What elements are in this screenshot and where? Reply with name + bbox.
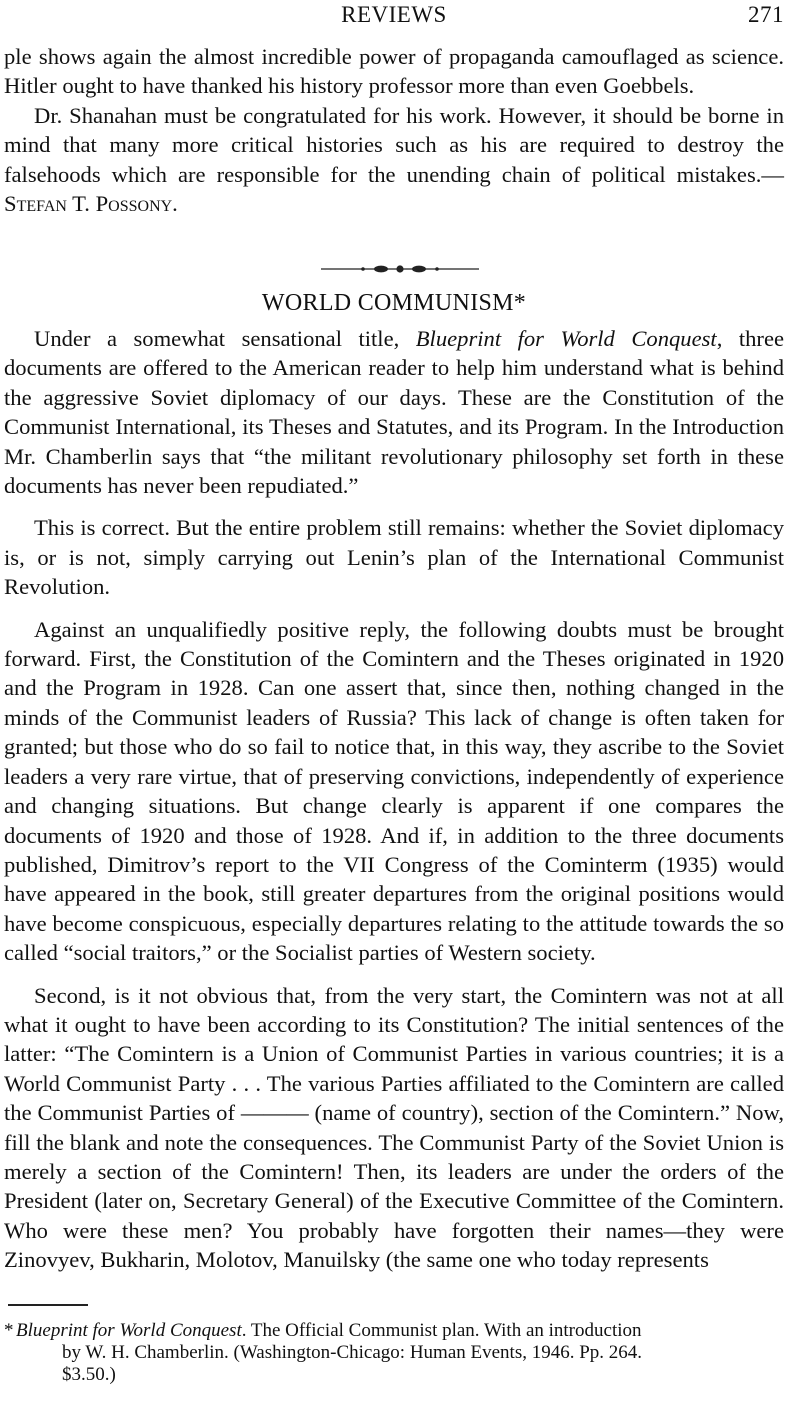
- section-divider-ornament: [321, 264, 479, 274]
- footnote-line: $3.50.): [62, 1364, 116, 1385]
- paragraph: [4, 324, 784, 500]
- reviewer-signature: Stefan T. Possony.: [4, 191, 178, 217]
- section-heading: WORLD COMMUNISM*: [261, 290, 527, 316]
- paragraph: [4, 101, 784, 219]
- paragraph-text: Dr. Shanahan must be congratulated for his work. However, it should be borne in mind that many more critical histories such as his are required to destroy the falsehoods which are responsible for the unending chain of political mistakes.—: [4, 102, 784, 187]
- footnote-mark: *: [4, 1320, 14, 1341]
- page-number: 271: [748, 2, 784, 27]
- paragraph: Against an unqualifiedly positive reply, the following doubts must be brought forward. First, the Constitution of the Comintern and the Theses originated in 1920 and the Program in 1928. Can one assert that, since then, nothing changed in the minds of the Communist leaders of Russia? This lack of change is often taken for granted; but those who do so fail to notice that, in this way, they ascribe to the Soviet leaders a very rare virtue, that of preserving convictions, independently of experience and changing situations. But change clearly is apparent if one compares the documents of 1920 and those of 1928. And if, in addition to the three documents published, Dimitrov’s report to the VII Congress of the Cominterm (1935) would have appeared in the book, still greater departures from the original positions would have become conspicuous, especially departures relating to the attitude towards the so called “social traitors,” or the Socialist parties of Western society.: [4, 616, 784, 966]
- book-title: Blueprint for World Conquest: [415, 326, 717, 351]
- paragraph: This is correct. But the entire problem still remains: whether the Soviet diplomacy is, or is not, simply carrying out Lenin’s plan of the International Communist Revolution.: [4, 515, 784, 600]
- review-body: [4, 324, 784, 1275]
- running-head: [4, 2, 784, 32]
- previous-review-ending: [4, 42, 784, 218]
- footnote-book-title: Blueprint for World Conquest: [16, 1320, 242, 1341]
- footnote-line: by W. H. Chamberlin. (Washington-Chicago: Human Events, 1946. Pp. 264.: [62, 1342, 643, 1363]
- footnote-line: [4, 1320, 784, 1342]
- footnote-rule: [8, 1304, 88, 1306]
- paragraph-text: , three documents are offered to the American reader to help him understand what is behind the aggressive Soviet diplomacy of our days. These are the Constitution of the Communist International, its Theses and Statutes, and its Program. In the Introduction Mr. Chamberlin says that “the militant revolutionary philosophy set forth in these documents has never been repudiated.”: [4, 326, 784, 499]
- footnote: [4, 1320, 784, 1386]
- paragraph: ple shows again the almost incredible power of propaganda camouflaged as science. Hitler ought to have thanked his history professor more than even Goebbels.: [4, 44, 784, 99]
- running-head-title: REVIEWS: [341, 2, 447, 27]
- paragraph-text: Under a somewhat sensational title,: [34, 326, 416, 351]
- footnote-text: . The Official Communist plan. With an introduction: [241, 1320, 642, 1341]
- paragraph: Second, is it not obvious that, from the very start, the Comintern was not at all what it ought to have been according to its Constitution? The initial sentences of the latter: “The Comintern is a Union of Communist Parties in various countries; it is a World Communist Party . . . The various Parties affiliated to the Comintern are called the Communist Parties of ——— (name of country), section of the Comintern.” Now, fill the blank and note the consequences. The Communist Party of the Soviet Union is merely a section of the Comintern! Then, its leaders are under the orders of the President (later on, Secretary General) of the Executive Committee of the Comintern. Who were these men? You probably have forgotten their names—they were Zinovyev, Bukharin, Molotov, Manuilsky (the same one who today represents: [4, 982, 784, 1273]
